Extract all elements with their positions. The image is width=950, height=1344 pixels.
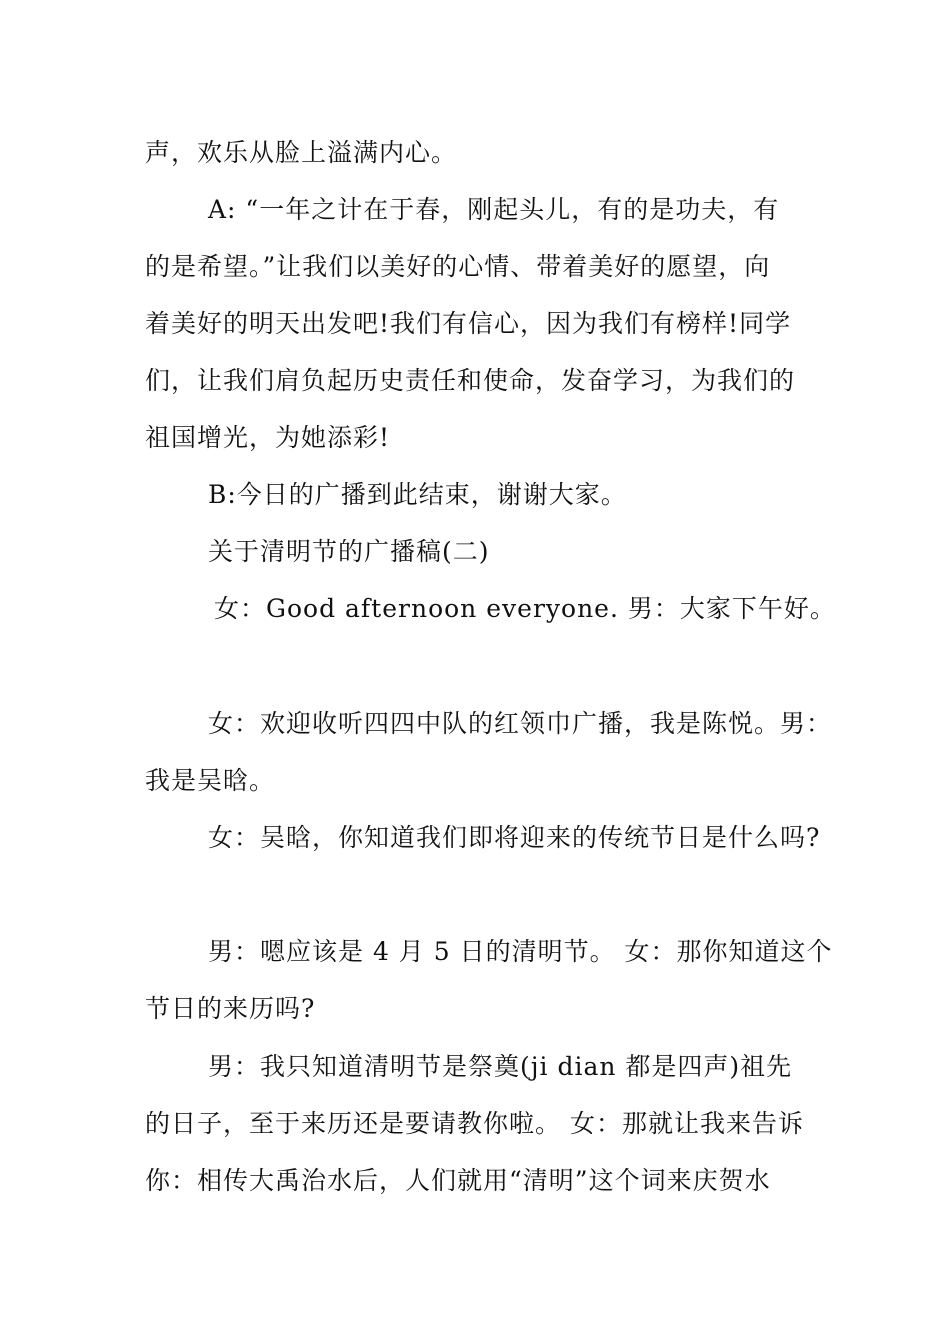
text-line-6: 祖国增光，为她添彩!: [145, 423, 391, 452]
text-line-16: 的日子，至于来历还是要请教你啦。 女：那就让我来告诉: [145, 1109, 804, 1138]
text-line-13: 男：嗯应该是 4 月 5 日的清明节。 女：那你知道这个: [208, 937, 833, 966]
text-line-12: 女：吴晗，你知道我们即将迎来的传统节日是什么吗?: [208, 823, 821, 852]
text-line-1: 声，欢乐从脸上溢满内心。: [145, 138, 458, 167]
text-line-15: 男：我只知道清明节是祭奠(ji dian 都是四声)祖先: [208, 1052, 793, 1081]
text-line-2: A: “一年之计在于春，刚起头儿，有的是功夫，有: [208, 195, 780, 224]
text-line-11: 我是吴晗。: [145, 766, 276, 795]
text-line-4: 着美好的明天出发吧!我们有信心，因为我们有榜样!同学: [145, 309, 792, 338]
text-line-3: 的是希望。”让我们以美好的心情、带着美好的愿望，向: [145, 252, 771, 281]
text-line-9: 女：Good afternoon everyone. 男：大家下午好。: [214, 594, 836, 623]
section-heading: 关于清明节的广播稿(二): [208, 537, 490, 566]
text-line-7: B:今日的广播到此结束，谢谢大家。: [208, 480, 627, 509]
text-line-5: 们，让我们肩负起历史责任和使命，发奋学习，为我们的: [145, 366, 796, 395]
text-line-10: 女：欢迎收听四四中队的红领巾广播，我是陈悦。男：: [208, 709, 833, 738]
text-line-17: 你：相传大禹治水后，人们就用“清明”这个词来庆贺水: [145, 1166, 771, 1195]
text-line-14: 节日的来历吗?: [145, 994, 316, 1023]
